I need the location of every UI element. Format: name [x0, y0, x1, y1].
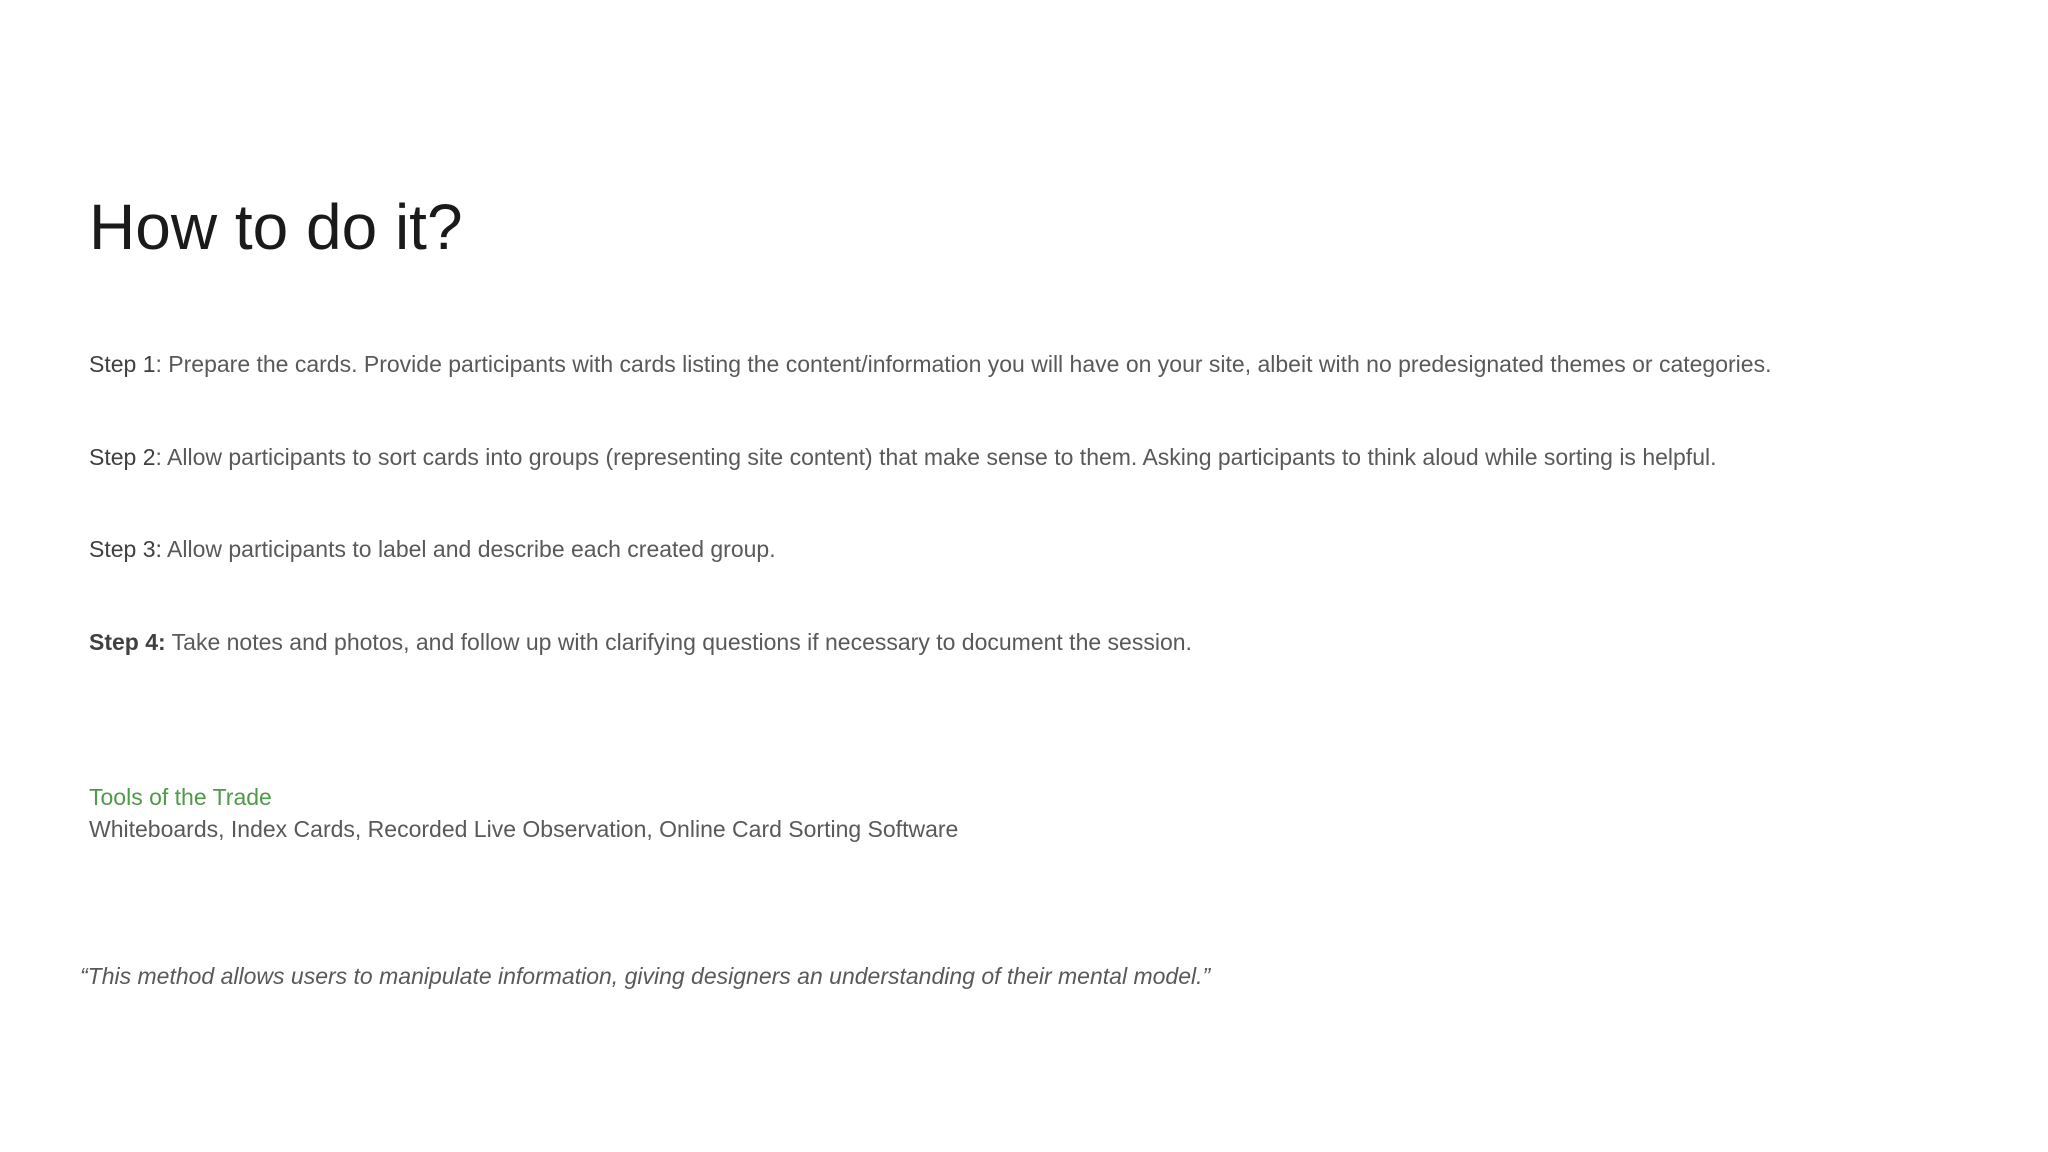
step-1-separator: :: [155, 351, 162, 377]
step-4: [89, 626, 1192, 658]
quote: “This method allows users to manipulate information, giving designers an understanding of their mental model.”: [80, 963, 1211, 989]
step-4-text: Take notes and photos, and follow up with clarifying questions if necessary to document the session.: [165, 629, 1192, 655]
step-1-label: Step 1: [89, 351, 156, 377]
slide-title: How to do it?: [89, 191, 463, 263]
step-3: [89, 533, 776, 565]
step-2-label: Step 2: [89, 444, 156, 470]
step-4-label: Step 4:: [89, 629, 166, 655]
step-2: [89, 441, 1716, 473]
step-3-text: Allow participants to label and describe each created group.: [161, 536, 776, 562]
tools-heading: Tools of the Trade: [89, 784, 272, 810]
step-1: [89, 348, 1771, 380]
step-3-label: Step 3:: [89, 536, 162, 562]
step-1-text: Prepare the cards. Provide participants with cards listing the content/information you will have on your site, albeit with no predesignated themes or categories.: [161, 351, 1772, 377]
tools-list: Whiteboards, Index Cards, Recorded Live Observation, Online Card Sorting Software: [89, 816, 959, 842]
step-2-text: Allow participants to sort cards into groups (representing site content) that make sense to them. Asking participants to think aloud while sorting is helpful.: [161, 444, 1717, 470]
step-2-separator: :: [155, 444, 162, 470]
